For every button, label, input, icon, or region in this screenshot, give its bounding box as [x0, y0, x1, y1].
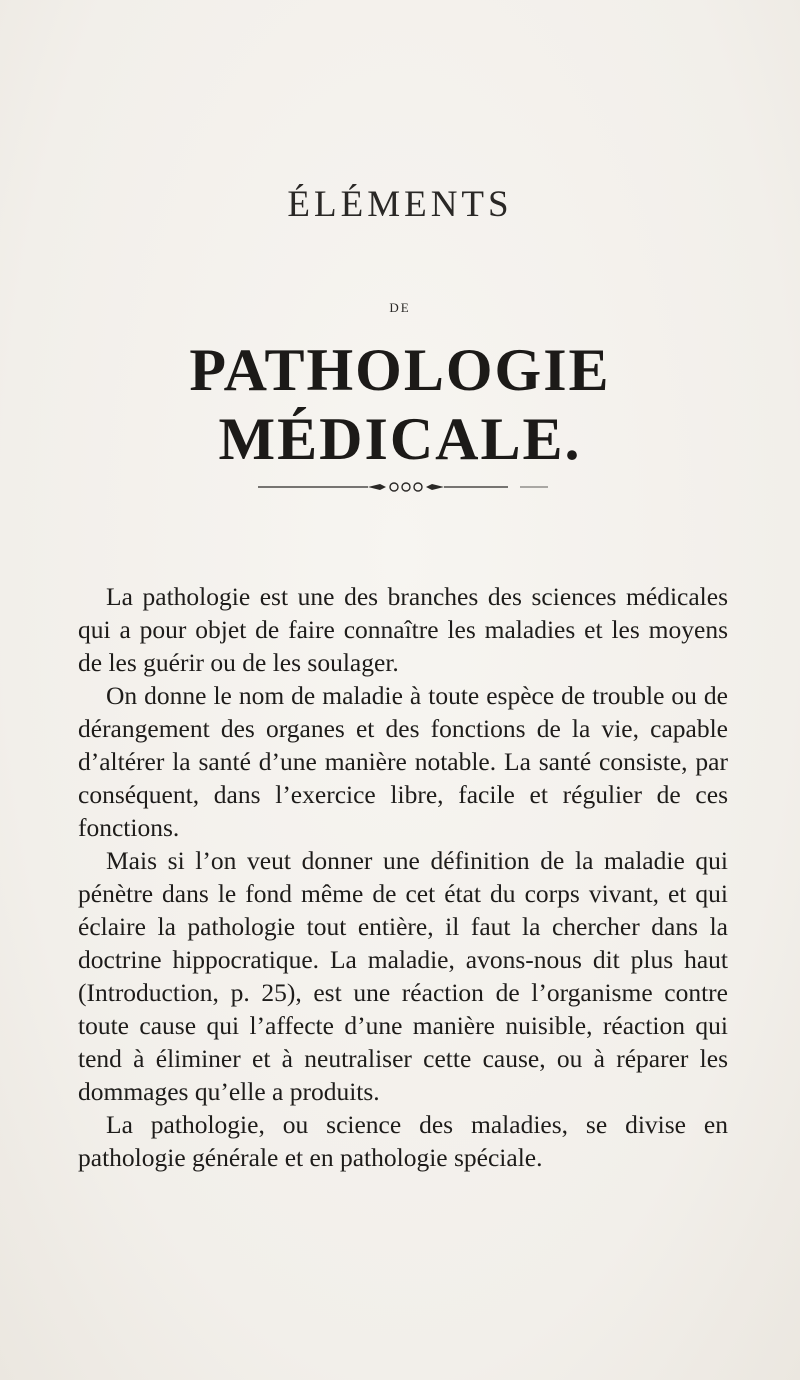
title-pathologie-medicale: PATHOLOGIE MÉDICALE.	[189, 337, 611, 472]
paragraph-2: On donne le nom de maladie à toute espèce de trouble ou de dérangement des organes et des fonctions de la vie, capable d’altérer la santé d’une manière notable. La santé consiste, par conséquent, dans l’exercice libre, facile et régulier de ces fonctions.	[78, 681, 728, 842]
paragraph-1: La pathologie est une des branches des sciences médicales qui a pour objet de faire connaître les maladies et les moyens de les guérir ou de les soulager.	[78, 582, 728, 677]
paragraph-3: Mais si l’on veut donner une définition de la maladie qui pénètre dans le fond même de cet état du corps vivant, et qui éclaire la pathologie tout entière, il faut la chercher dans la doctrine hippocratique. La maladie, avons-nous dit plus haut (Introduction, p. 25), est une réaction de l’organisme contre toute cause qui l’affecte d’une manière nuisible, réaction qui tend à éliminer et à neutraliser cette cause, ou à réparer les dommages qu’elle a produits.	[78, 846, 728, 1106]
title-elements: ÉLÉMENTS	[287, 184, 513, 225]
body-text	[78, 580, 728, 1174]
paragraph-4: La pathologie, ou science des maladies, se divise en pathologie générale et en pathologie spéciale.	[78, 1110, 728, 1172]
title-de: DE	[389, 300, 411, 315]
ornamental-rule-icon	[258, 480, 548, 494]
